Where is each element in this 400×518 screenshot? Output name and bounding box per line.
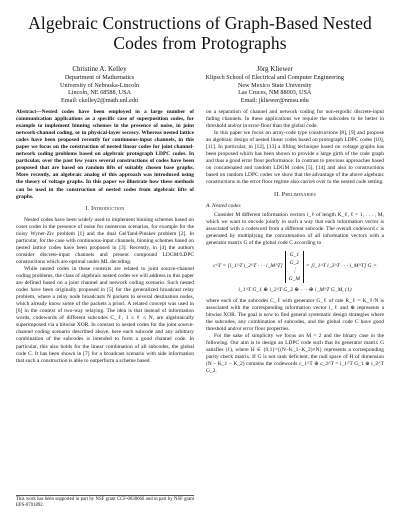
left-column xyxy=(16,109,194,509)
equation-lhs: c^T = [i_1^T i_2^T · · · i_M^T] xyxy=(213,263,283,270)
author-2-email: Email: jkliewer@nmsu.edu xyxy=(240,96,309,104)
equation-1 xyxy=(206,251,384,283)
paper-title: Algebraic Constructions of Graph-Based Nested Codes from Protographs xyxy=(28,13,372,53)
author-1-affiliation-1: Department of Mathematics xyxy=(64,74,135,81)
author-2 xyxy=(206,65,345,104)
matrix-entry-g1: G_1 xyxy=(289,251,299,258)
right-paragraph-5: For the sake of simplicity we focus on M = 2 and the binary case in the following. Our aim is to design an LDPC code such that its generator matrix G satisfies (1), where H ∈ {0,1}^{(N−K_1−K_2)×N} represents a corresponding parity check matrix. If G is not rank deficient, the null space of H of dimension (N − K_1 − K_2) contains the codewords c_1^T ⊕ c_2^T = i_1^T G_1 ⊕ i_2^T G_2. xyxy=(206,333,384,375)
author-1-affiliation-2: University of Nebraska-Lincoln xyxy=(60,81,140,89)
footnote: This work has been supported in part by NSF grant CCF-0830666 and in part by NSF grant EPS-0701892. xyxy=(16,497,194,509)
author-1-email: Email: ckelley2@math.unl.edu xyxy=(61,96,139,104)
author-2-affiliation-1: Klipsch School of Electrical and Computer Engineering xyxy=(205,74,344,81)
right-paragraph-3: Consider M different information vectors i_ℓ of length K_ℓ, ℓ = 1, . . . , M, which we want to encode jointly in such a way that each information vector is associated with a codeword from a different subcode. The overall codeword c is generated by multiplying the concatenation of all information vectors with a generator matrix G of the global code C according to xyxy=(206,211,384,246)
two-column-body xyxy=(16,109,384,509)
section-heading-preliminaries: II. Preliminaries xyxy=(274,191,316,198)
equation-1-second-line: i_1^T G_1 ⊕ i_2^T G_2 ⊕ · · · ⊕ i_M^T G_M, (1) xyxy=(238,286,352,293)
intro-paragraph-1: Nested codes have been widely used to implement binning schemes based on coset codes in the presence of noise for numerous scenarios, for example for the noisy Wyner-Ziv problem [1] and the dual Gel'fand-Pinsker problem [2]. In particular, for the case with continuous-input channels, binning schemes based on nested lattice codes have been proposed in [3]. Recently, in [4] the authors consider discrete-input channels and present compound LDGM/LDPC constructions which are optimal under ML decoding. xyxy=(16,216,194,265)
author-1-affiliation-3: Lincoln, NE 68588, USA xyxy=(67,89,132,97)
matrix-entry-gm: G_M xyxy=(288,275,300,282)
intro-paragraph-2: While nested codes in these contexts are related to joint source-channel coding problems, the class of algebraic nested codes we will address in this paper are defined based on a joint channel and network coding scenario. Such nested codes have been originally proposed in [5] for the generalized broadcast relay problem, where a relay node broadcasts N packets to several destination nodes, which already know some of the packets a priori. A related concept was used in [6] in the context of two-way relaying. The idea is that instead of information words, codewords of different subcodes C_ℓ, 1 ≤ ℓ ≤ N, are algebraically superimposed via a bitwise XOR. In contrast to nested codes for the joint source-channel coding scenario described above, here each subcode and any arbitrary combination of the subcodes is intended to form a good channel code. In particular, this also holds for the linear combination of all subcodes, the global code C. It has been shown in [7] for a broadcast scenario with side information that such a construction is able to outperform a scheme based xyxy=(16,265,194,364)
author-1-name: Christine A. Kelley xyxy=(72,65,127,73)
author-1 xyxy=(60,65,139,104)
matrix-entry-g2: G_2 xyxy=(289,259,299,266)
author-2-affiliation-2: New Mexico State University xyxy=(237,81,312,89)
right-paragraph-1: on a separation of channel and network coding for non-ergodic discrete-input fading channels. In these applications we require the subcodes to be better in threshold and/or in error-floor than the global code. xyxy=(206,109,384,130)
right-paragraph-4: where each of the subcodes C_ℓ with generator G_ℓ of rate R_ℓ = K_ℓ/N is associated with the corresponding information vector i_ℓ and ⊕ represents a bitwise XOR. The goal is now to find general systematic design strategies where the subcodes, any combination of subcodes, and the global code C have good threshold and/or error floor properties. xyxy=(206,297,384,333)
right-paragraph-2: In this paper we focus on array-code type constructions [8], [9] and propose an algebraic design of nested linear codes based on protograph LDPC codes [10], [11]. In particular, in [12], [13] a lifting technique based on voltage graphs has been proposed which has been shown to provide a large girth of the code graph and thus a good error floor performance. In contrast to previous approaches based on concatenated and random LDGM codes [5], [14] and also to constructions based on random LDPC codes we show that the advantage of the above algebraic constructions in the error floor regime also carries over to the nested code setting. xyxy=(206,130,385,186)
abstract: Abstract—Nested codes have been employed in a large number of communication applications as a specific case of superposition codes, for example to implement binning schemes in the presence of noise, in joint network-channel coding, or in physical-layer secrecy. Whereas nested lattice codes have been proposed recently for continuous-input channels, in this paper we focus on the construction of nested linear codes for joint channel-network coding problems based on algebraic protograph LDPC codes. In particular, over the past few years several constructions of codes have been proposed that are based on random lifts of suitably chosen base graphs. More recently, an algebraic analog of this approach was introduced using the theory of voltage graphs. In this paper we illustrate how these methods can be used in the construction of nested codes from algebraic lifts of graphs. xyxy=(16,109,194,200)
subsection-heading-nested-codes: A. Nested codes xyxy=(206,202,241,209)
matrix-entry-dots: ⋮ xyxy=(291,267,298,274)
generator-matrix-stack xyxy=(285,251,304,283)
author-2-name: Jörg Kliewer xyxy=(256,65,293,73)
right-column xyxy=(206,109,384,509)
section-heading-introduction: I. Introduction xyxy=(85,205,125,212)
author-2-affiliation-3: Las Cruces, NM 88003, USA xyxy=(238,89,312,97)
author-block xyxy=(16,65,384,104)
equation-rhs: = [i_1^T i_2^T · · · i_M^T] G = xyxy=(305,263,377,270)
